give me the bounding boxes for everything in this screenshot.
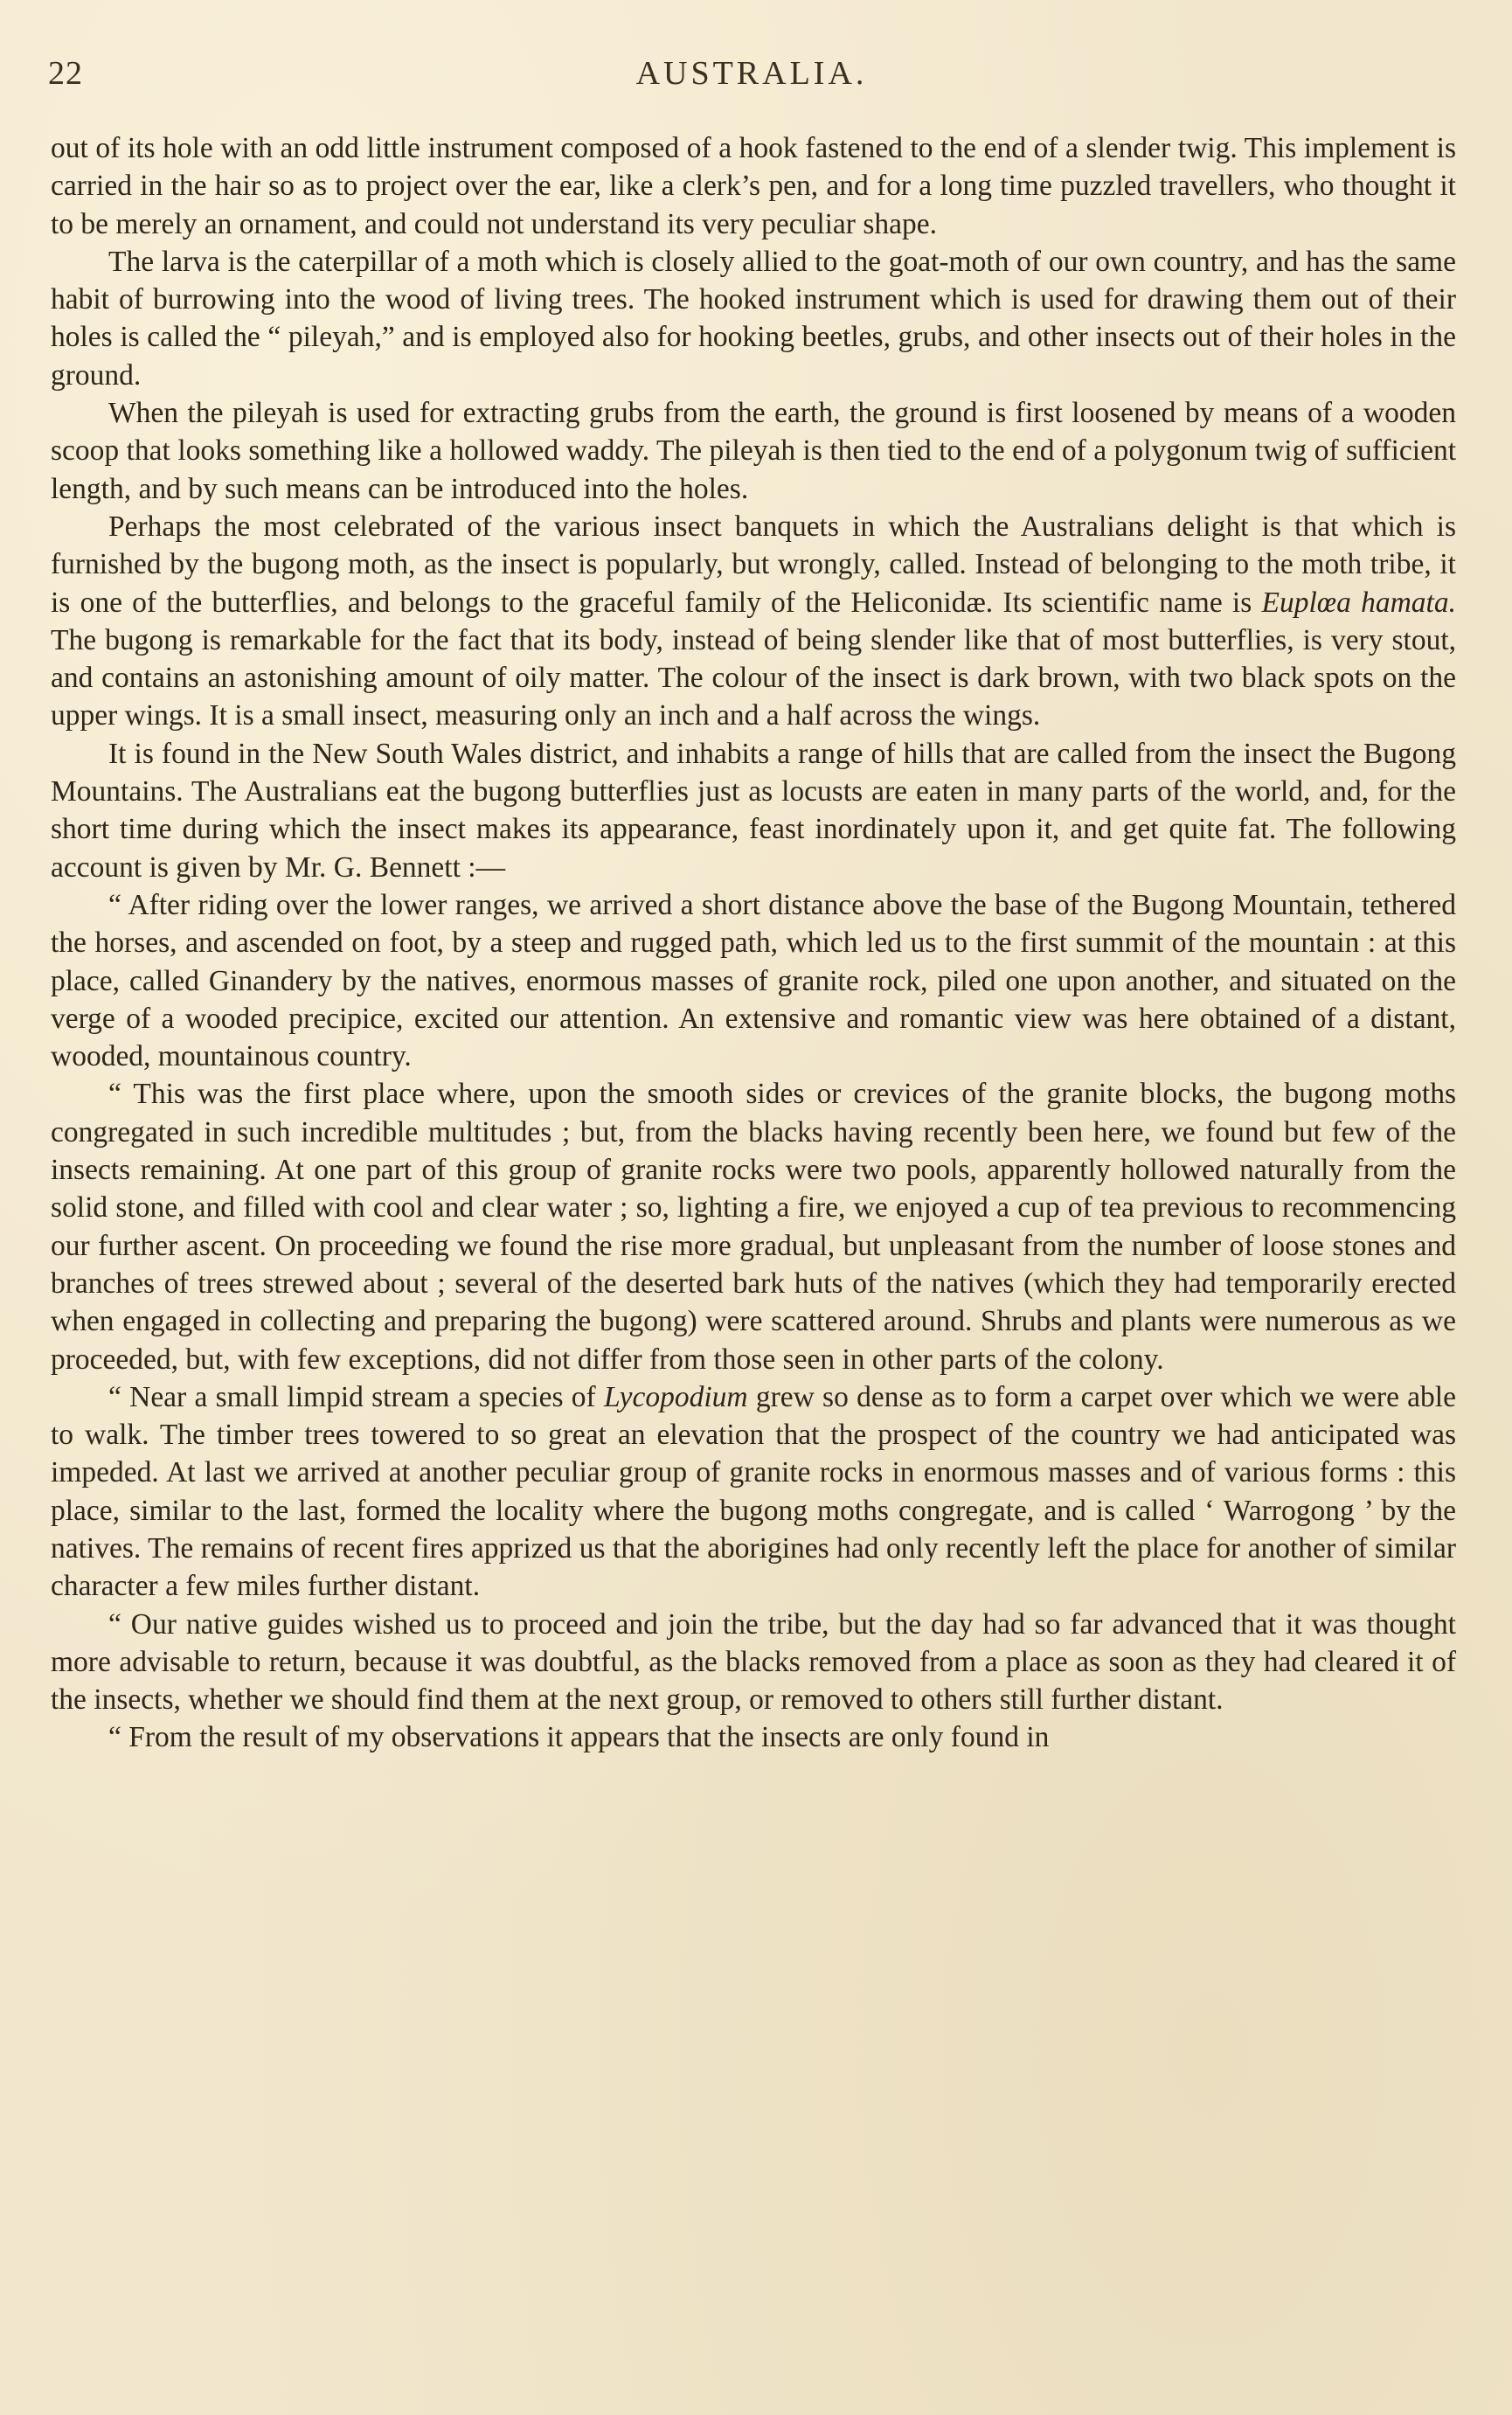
text-run: When the pileyah is used for extracting grubs from the earth, the ground is first loosened by means of a wooden scoop that looks something like a hollowed waddy. The pileyah is then tied to the end of a polygonum twig of sufficient length, and by such means can be introduced into the holes.: [51, 397, 1456, 505]
paragraph: [51, 394, 1456, 508]
text-run: The larva is the caterpillar of a moth which is closely allied to the goat-moth of our own country, and has the same habit of burrowing into the wood of living trees. The hooked instrument which is used for drawing them out of their holes is called the “ pileyah,” and is employed also for hooking beetles, grubs, and other insects out of their holes in the ground.: [51, 245, 1456, 392]
text-run: “ Our native guides wished us to proceed and join the tribe, but the day had so far advanced that it was thought more advisable to return, because it was doubtful, as the blacks removed from a place as soon as they had cleared it of the insects, whether we should find them at the next group, or removed to others still further distant.: [51, 1607, 1456, 1717]
text-run: out of its hole with an odd little instrument composed of a hook fastened to the end of a slender twig. This implement is carried in the hair so as to project over the ear, like a clerk’s pen, and for a long time puzzled travellers, who thought it to be merely an ornament, and could not understand its very peculiar shape.: [51, 132, 1456, 240]
paragraph: [51, 886, 1456, 1075]
text-run: “ After riding over the lower ranges, we arrived a short distance above the base of the Bugong Mountain, tethered the horses, and ascended on foot, by a steep and rugged path, which led us to the first summit of the mountain : at this place, called Ginandery by the natives, enormous masses of granite rock, piled one upon another, and situated on the verge of a wooded precipice, excited our attention. An extensive and romantic view was here obtained of a distant, wooded, mountainous country.: [51, 888, 1456, 1073]
text-run: “ From the result of my observations it appears that the insects are only found in: [108, 1721, 1050, 1754]
text-run: It is found in the New South Wales district, and inhabits a range of hills that are called from the insect the Bugong Mountains. The Australians eat the bugong butterflies just as locusts are eaten in many parts of the world, and, for the short time during which the insect makes its appearance, feast inordinately upon it, and get quite fat. The following account is given by Mr. G. Bennett :—: [51, 737, 1456, 884]
text-run: Perhaps the most celebrated of the various insect banquets in which the Australians delight is that which is furnished by the bugong moth, as the insect is popularly, but wrongly, called. Instead of belonging to the moth tribe, it is one of the butterflies, and belongs to the graceful family of the Heliconidæ. Its scientific name is: [51, 510, 1456, 619]
paragraph: [51, 1718, 1456, 1756]
paragraph: [51, 1378, 1456, 1606]
paragraph: [51, 1606, 1456, 1719]
paragraph: [51, 243, 1456, 394]
paragraph: [51, 735, 1456, 886]
italic-term: Euplœa hamata.: [1261, 586, 1456, 619]
running-title: AUSTRALIA.: [635, 55, 868, 92]
text-run: The bugong is remarkable for the fact that its body, instead of being slender like that of most butterflies, is very stout, and contains an astonishing amount of oily matter. The colour of the insect is dark brown, with two black spots on the upper wings. It is a small insect, measuring only an inch and a half across the wings.: [51, 623, 1456, 732]
text-run: grew so dense as to form a carpet over which we were able to walk. The timber trees towered to so great an elevation that the prospect of the country we had anticipated was impeded. At last we arrived at another peculiar group of granite rocks in enormous masses and of various forms : this place, similar to the last, formed the locality where the bugong moths congregate, and is called ‘ Warrogong ’ by the natives. The remains of recent fires apprized us that the aborigines had only recently left the place for another of similar character a few miles further distant.: [51, 1380, 1456, 1603]
running-head: [48, 54, 1455, 107]
italic-term: Lycopodium: [603, 1380, 748, 1413]
paragraph: [51, 508, 1456, 735]
paragraph: [51, 1075, 1456, 1378]
page-number: 22: [48, 55, 83, 92]
text-run: “ This was the first place where, upon the smooth sides or crevices of the granite blocks, the bugong moths congregated in such incredible multitudes ; but, from the blacks having recently been here, we found but few of the insects remaining. At one part of this group of granite rocks were two pools, apparently hollowed naturally from the solid stone, and filled with cool and clear water ; so, lighting a fire, we enjoyed a cup of tea previous to recommencing our further ascent. On proceeding we found the rise more gradual, but unpleasant from the number of loose stones and branches of trees strewed about ; several of the deserted bark huts of the natives (which they had temporarily erected when engaged in collecting and preparing the bugong) were scattered around. Shrubs and plants were numerous as we proceeded, but, with few exceptions, did not differ from those seen in other parts of the colony.: [51, 1078, 1456, 1376]
text-run: “ Near a small limpid stream a species of: [108, 1380, 604, 1413]
body-text: [51, 129, 1456, 1757]
paragraph: [51, 129, 1456, 243]
